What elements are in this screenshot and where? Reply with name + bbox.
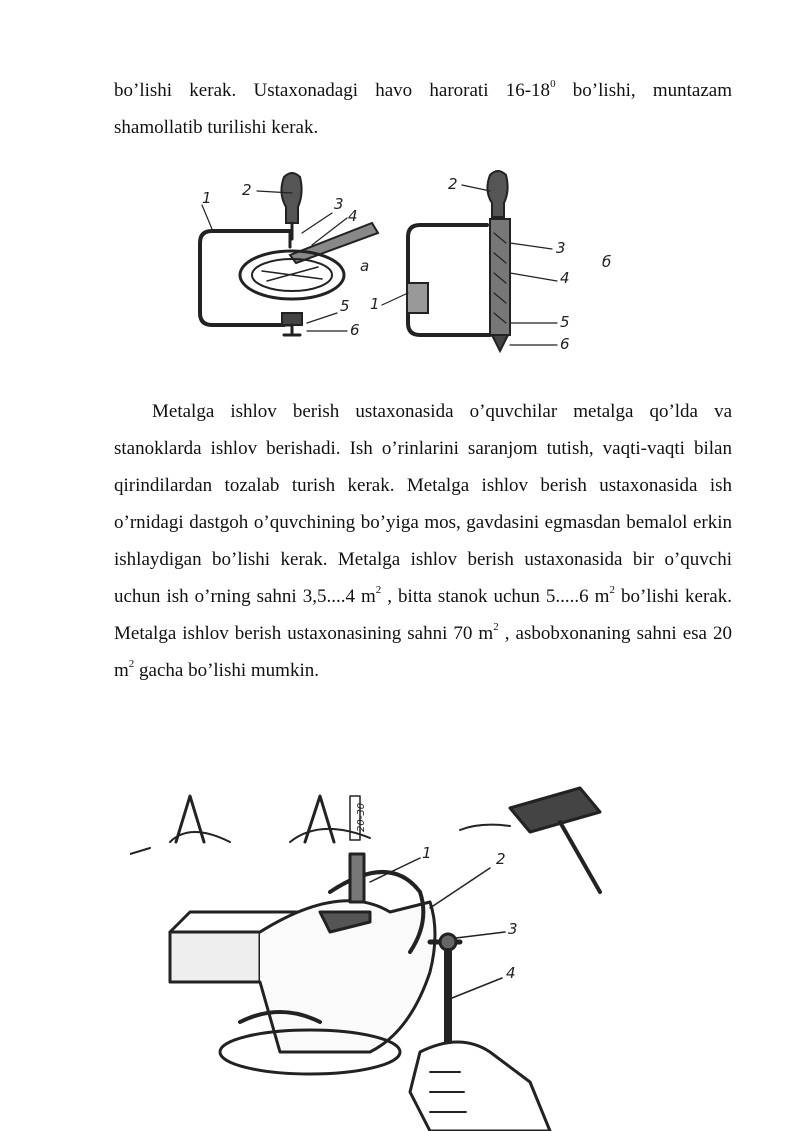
left-handle [281,173,301,223]
fig1-right-label-3: 3 [556,239,566,257]
paragraph-1-text-b: bo’lishi, muntazam shamollatib turilishi kerak. [114,80,733,138]
area-superscript-3: 2 [493,620,499,633]
paragraph-1 [114,72,732,146]
fig1-left-label-1: 1 [202,189,212,207]
figure-vise-and-workbench [130,782,610,1131]
vise-pin [350,854,364,902]
fig1-right-label-2: 2 [448,175,458,193]
fig2-label-3: 3 [508,920,518,938]
fig1-right-label-5: 5 [560,313,570,331]
hand-sketch [410,1042,550,1131]
fig1-right-label-1: 1 [370,295,380,313]
fig1-left-label-4: 4 [348,207,358,225]
paragraph-2 [114,393,732,689]
paragraph-2-text-a: Metalga ishlov berish ustaxonasida o’quvchilar metalga qo’lda va stanoklarda ishlov berishadi. Ish o’rinlarini saranjom tutish, vaqti-vaqti bilan qirindilardan tozalab turish kerak. Metalga ishlov berish ustaxonasida ish o’rnidagi dastgoh o’quvchining bo’yiga mos, gavdasini egmasdan bemalol erkin ishlaydigan bo’lishi kerak. Metalga ishlov berish ustaxonasida bir o’quvchi uchun ish o’rning sahni 3,5....4 m [114,401,732,607]
fig2-label-4: 4 [506,964,516,982]
hammer-handle [560,822,600,892]
vise-handle-knob [440,934,456,950]
hacksaw-drawing [172,163,642,363]
fig2-dimension-text: 20-30 [356,802,367,832]
fig1-left-label-3: 3 [334,195,344,213]
right-handle [487,171,507,217]
paragraph-2-text-b: , bitta stanok uchun 5.....6 m [381,586,610,607]
figure-hacksaw-frames [172,163,642,363]
fig2-label-1: 1 [422,844,432,862]
vise-jaw-left [170,932,260,982]
fig1-left-label-6: 6 [350,321,360,339]
degree-superscript: 0 [550,77,556,90]
paragraph-1-text-a: bo’lishi kerak. Ustaxonadagi havo harorati 16-18 [114,80,551,101]
right-saw-frame [408,225,490,335]
vise-drawing [130,782,610,1131]
area-superscript-1: 2 [375,583,382,596]
fig1-right-label-6: 6 [560,335,570,353]
paragraph-2-text-c: bo’lishi kerak. Metalga ishlov berish ustaxonasining sahni 70 m [114,586,732,644]
fig1-left-label-a: a [360,257,370,275]
fig1-left-label-2: 2 [242,181,252,199]
fig1-left-label-5: 5 [340,297,350,315]
fig2-label-2: 2 [496,850,506,868]
paragraph-2-text-d: , asbobxonaning sahni esa 20 m [114,623,733,681]
area-superscript-2: 2 [609,583,615,596]
hammer-head [510,788,600,832]
paragraph-2-text-e: gacha bo’lishi mumkin. [134,660,319,681]
fig1-right-label-b: б [602,253,612,271]
chisel-sketch-middle [305,796,334,842]
area-superscript-4: 2 [128,657,135,670]
fig1-right-label-4: 4 [560,269,570,287]
